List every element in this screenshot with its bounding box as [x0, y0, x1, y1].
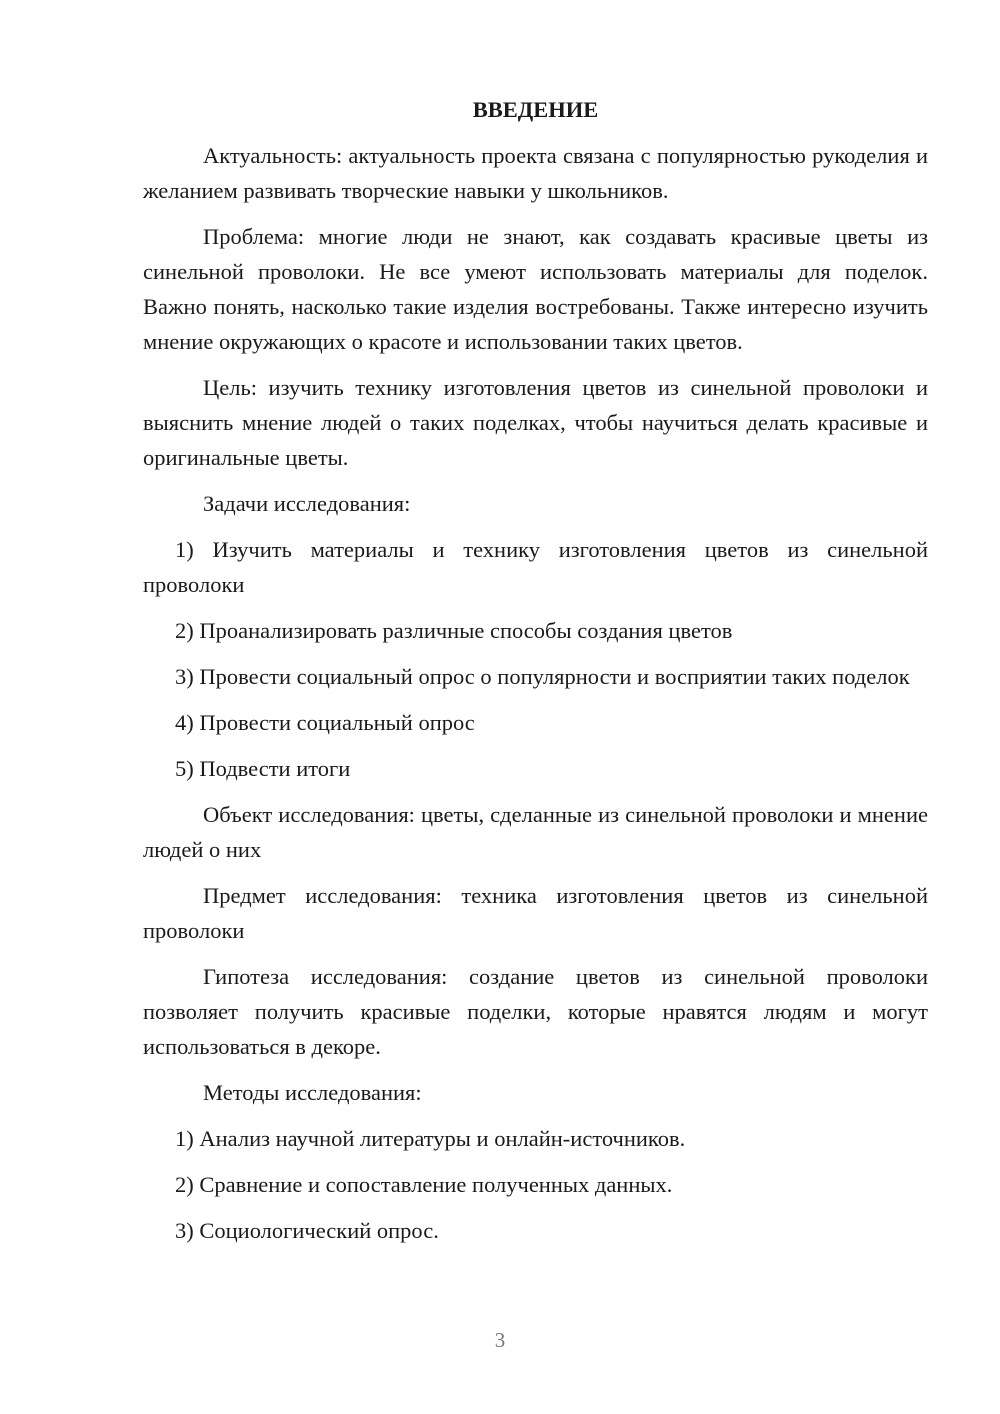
methods-heading: Методы исследования:	[203, 1080, 422, 1105]
hypothesis-paragraph: Гипотеза исследования: создание цветов из синельной проволоки позволяет получить красивые поделки, которые нравятся людям и могут использоваться в декоре.	[143, 964, 928, 1059]
problem-paragraph: Проблема: многие люди не знают, как создавать красивые цветы из синельной проволоки. Не все умеют использовать материалы для поделок. Важно понять, насколько такие изделия востребованы. Также интересно изучить мнение окружающих о красоте и использовании таких цветов.	[143, 224, 928, 354]
task-item-3: 3) Провести социальный опрос о популярности и восприятии таких поделок	[175, 664, 910, 689]
task-item-5: 5) Подвести итоги	[175, 756, 351, 781]
goal-paragraph: Цель: изучить технику изготовления цветов из синельной проволоки и выяснить мнение людей о таких поделках, чтобы научиться делать красивые и оригинальные цветы.	[143, 375, 928, 470]
page-number: 3	[494, 1328, 506, 1352]
task-item-1: 1) Изучить материалы и технику изготовления цветов из синельной проволоки	[143, 537, 928, 597]
relevance-paragraph: Актуальность: актуальность проекта связана с популярностью рукоделия и желанием развивать творческие навыки у школьников.	[143, 143, 928, 203]
method-item-3: 3) Социологический опрос.	[175, 1218, 439, 1243]
tasks-heading: Задачи исследования:	[203, 491, 411, 516]
method-item-1: 1) Анализ научной литературы и онлайн-источников.	[175, 1126, 686, 1151]
task-item-4: 4) Провести социальный опрос	[175, 710, 475, 735]
task-item-2: 2) Проанализировать различные способы создания цветов	[175, 618, 733, 643]
object-paragraph: Объект исследования: цветы, сделанные из синельной проволоки и мнение людей о них	[143, 802, 928, 862]
subject-paragraph: Предмет исследования: техника изготовления цветов из синельной проволоки	[143, 883, 928, 943]
section-title: ВВЕДЕНИЕ	[472, 97, 599, 122]
document-page	[143, 92, 928, 1259]
method-item-2: 2) Сравнение и сопоставление полученных данных.	[175, 1172, 673, 1197]
